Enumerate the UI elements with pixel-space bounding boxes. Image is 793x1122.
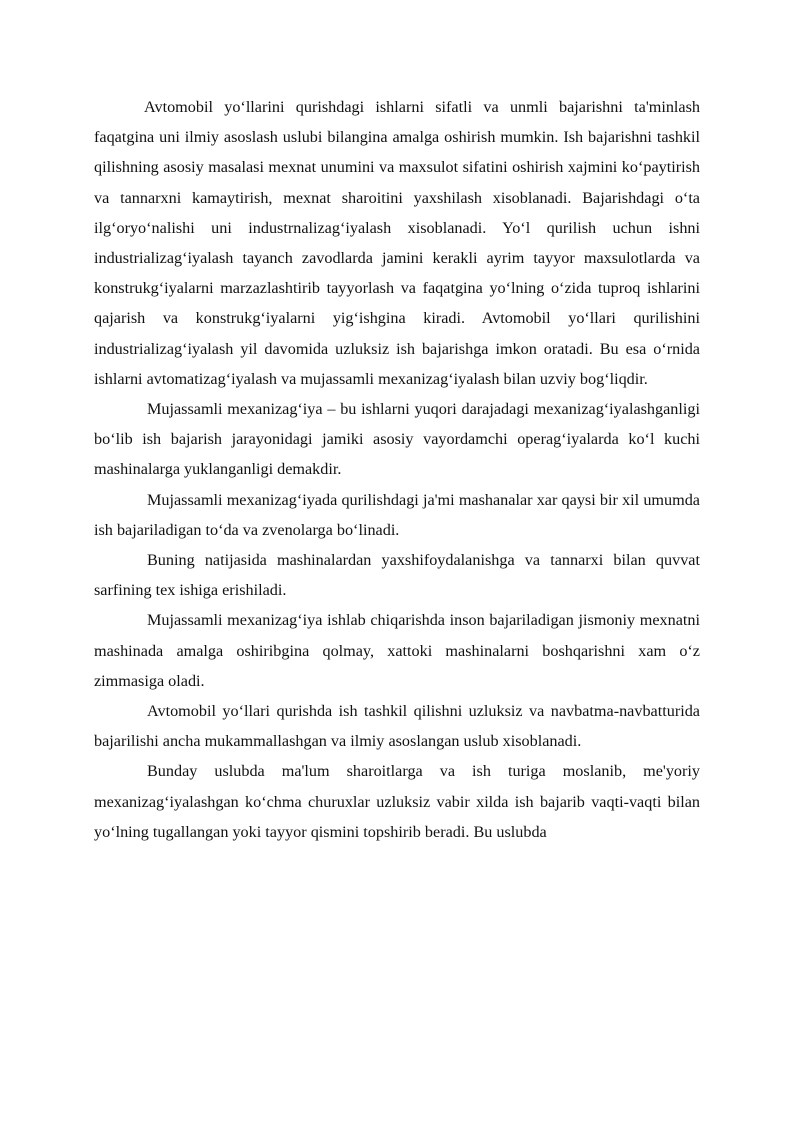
document-page (94, 92, 700, 847)
paragraph-1: Avtomobil yo‘llarini qurishdagi ishlarni sifatli va unmli bajarishni ta'minlash faqatgina uni ilmiy asoslash uslubi bilangina amalga oshirish mumkin. Ish bajarishni tashkil qilishning asosiy masalasi mexnat unumini va maxsulot sifatini oshirish xajmini ko‘paytirish va tannarxni kamaytirish, mexnat sharoitini yaxshilash xisoblanadi. Bajarishdagi o‘ta ilg‘oryo‘nalishi uni industrnalizag‘iyalash xisoblanadi. Yo‘l qurilish uchun ishni industrializag‘iyalash tayanch zavodlarda jamini kerakli ayrim tayyor maxsulotlarda va konstrukg‘iyalarni marzazlashtirib tayyorlash va faqatgina yo‘lning o‘zida tuproq ishlarini qajarish va konstrukg‘iyalarni yig‘ishgina kiradi. Avtomobil yo‘llari qurilishini industrializag‘iyalash yil davomida uzluksiz ish bajarishga imkon oratadi. Bu esa o‘rnida ishlarni avtomatizag‘iyalash va mujassamli mexanizag‘iyalash bilan uzviy bog‘liqdir. (94, 98, 700, 388)
paragraph-6: Avtomobil yo‘llari qurishda ish tashkil qilishni uzluksiz va navbatma-navbatturida bajarilishi ancha mukammallashgan va ilmiy asoslangan uslub xisoblanadi. (94, 702, 700, 751)
paragraph-2: Mujassamli mexanizag‘iya – bu ishlarni yuqori darajadagi mexanizag‘iyalashganligi bo‘lib ish bajarish jarayonidagi jamiki asosiy vayordamchi operag‘iyalarda ko‘l kuchi mashinalarga yuklanganligi demakdir. (94, 400, 700, 479)
paragraph-4: Buning natijasida mashinalardan yaxshifoydalanishga va tannarxi bilan quvvat sarfining tex ishiga erishiladi. (94, 551, 700, 600)
paragraph-5: Mujassamli mexanizag‘iya ishlab chiqarishda inson bajariladigan jismoniy mexnatni mashinada amalga oshiribgina qolmay, xattoki mashinalarni boshqarishni xam o‘z zimmasiga oladi. (94, 611, 700, 690)
paragraph-3: Mujassamli mexanizag‘iyada qurilishdagi ja'mi mashanalar xar qaysi bir xil umumda ish bajariladigan to‘da va zvenolarga bo‘linadi. (94, 490, 700, 539)
paragraph-7: Bunday uslubda ma'lum sharoitlarga va ish turiga moslanib, me'yoriy mexanizag‘iyalashgan ko‘chma churuxlar uzluksiz vabir xilda ish bajarib vaqti-vaqti bilan yo‘lning tugallangan yoki tayyor qismini topshirib beradi. Bu uslubda (94, 762, 700, 841)
